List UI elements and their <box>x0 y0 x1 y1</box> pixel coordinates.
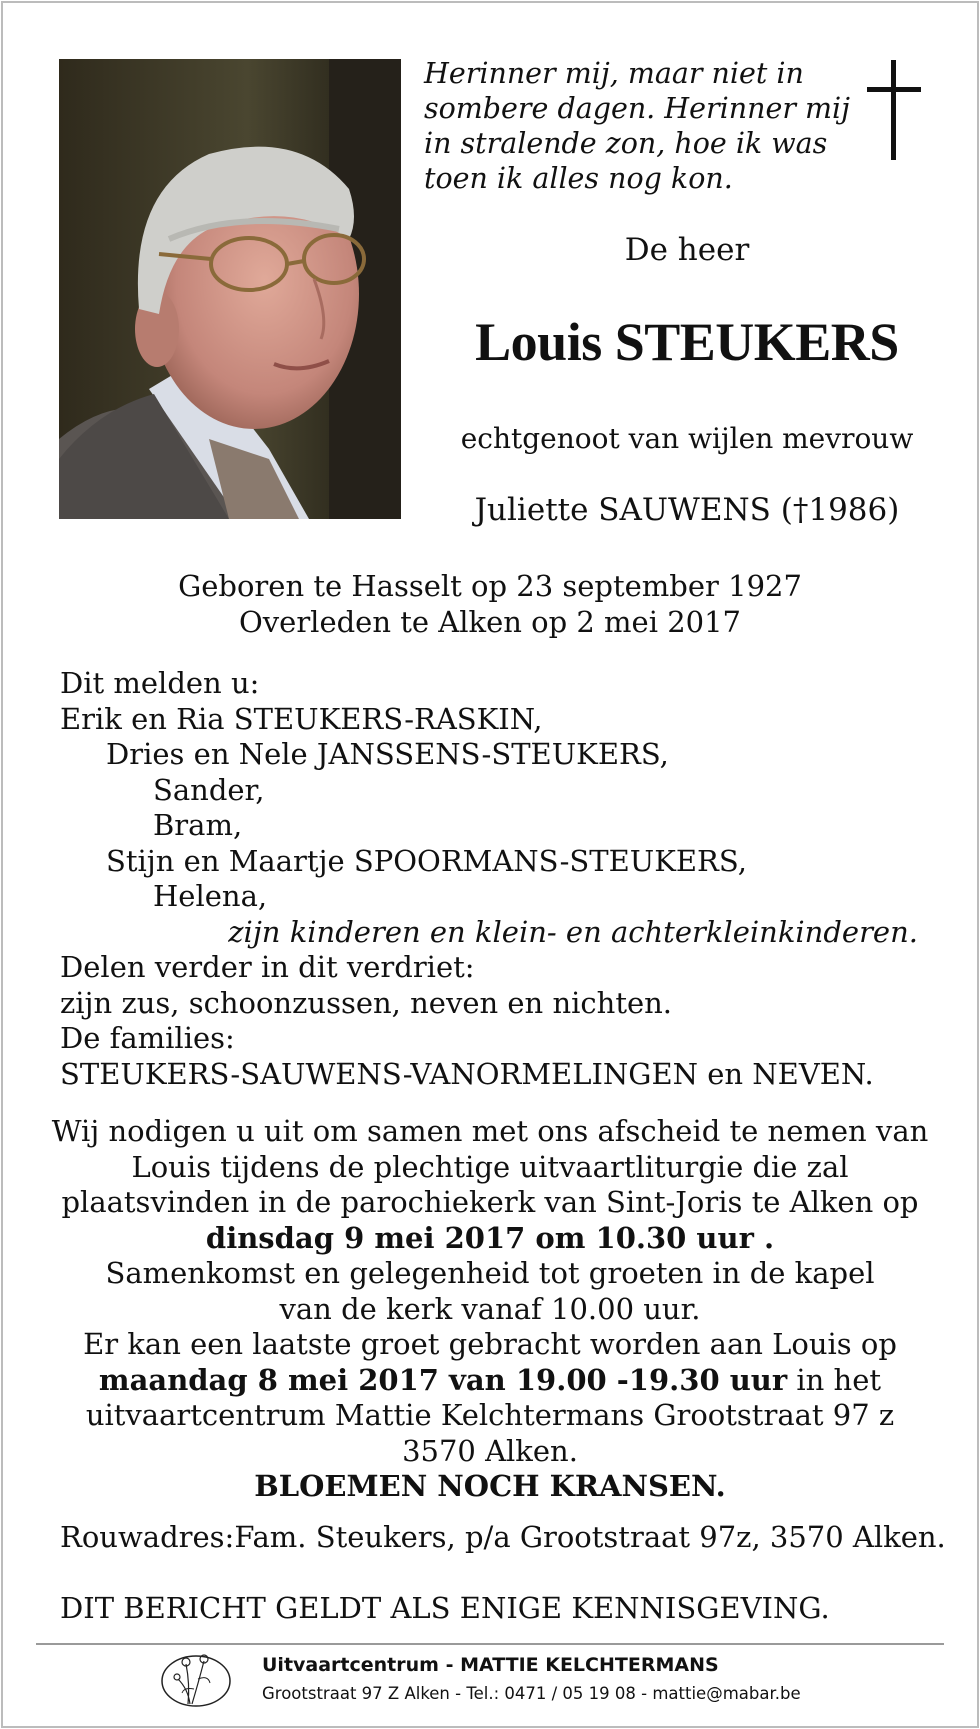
footer-contact: Grootstraat 97 Z Alken - Tel.: 0471 / 05 19 08 - mattie@mabar.be <box>262 1684 801 1703</box>
family-member: Dries en Nele JANSSENS-STEUKERS, <box>106 737 669 771</box>
funeral-date <box>0 1221 980 1257</box>
footer-divider <box>36 1643 944 1645</box>
invite-line: Wij nodigen u uit om samen met ons afscheid te nemen van <box>51 1114 929 1148</box>
spouse-label: echtgenoot van wijlen mevrouw <box>460 422 914 455</box>
families: STEUKERS-SAUWENS-VANORMELINGEN en NEVEN. <box>60 1056 874 1091</box>
notice: DIT BERICHT GELDT ALS ENIGE KENNISGEVING. <box>60 1591 830 1625</box>
poem-line: in stralende zon, hoe ik was <box>424 127 828 160</box>
footer-company: Uitvaartcentrum - MATTIE KELCHTERMANS <box>262 1654 719 1676</box>
visit-line: 3570 Alken. <box>402 1433 578 1468</box>
mourning-address: Rouwadres:Fam. Steukers, p/a Grootstraat 97z, 3570 Alken. <box>60 1520 946 1554</box>
family-member: Stijn en Maartje SPOORMANS-STEUKERS, <box>106 843 747 878</box>
flowers-text: BLOEMEN NOCH KRANSEN. <box>254 1469 726 1503</box>
poem-line: toen ik alles nog kon. <box>424 162 733 195</box>
invite-line: plaatsvinden in de parochiekerk van Sint-Joris te Alken op <box>61 1185 919 1219</box>
gathering-line: Samenkomst en gelegenheid tot groeten in de kapel <box>105 1256 875 1290</box>
visit-suffix: in het <box>787 1362 882 1397</box>
announce-intro: Dit melden u: <box>60 666 260 700</box>
poem <box>424 56 850 196</box>
family-member: Helena, <box>153 879 268 913</box>
families-label: De families: <box>60 1021 235 1055</box>
flower-logo-icon <box>158 1649 238 1709</box>
poem-line: sombere dagen. Herinner mij <box>424 92 850 125</box>
deceased-name: Louis STEUKERS <box>475 312 899 372</box>
visit-line: Er kan een laatste groet gebracht worden aan Louis op <box>83 1327 897 1361</box>
flowers-note <box>0 1469 980 1505</box>
spouse-name: Juliette SAUWENS (†1986) <box>474 492 900 528</box>
relatives: zijn zus, schoonzussen, neven en nichten. <box>60 985 673 1020</box>
children-note: zijn kinderen en klein- en achterkleinkinderen. <box>228 914 918 949</box>
visit-date: maandag 8 mei 2017 van 19.00 -19.30 uur <box>98 1362 788 1397</box>
family-member: Sander, <box>153 772 265 807</box>
cross-icon <box>864 60 924 160</box>
portrait-photo <box>59 59 401 519</box>
announcement-list <box>60 666 918 1092</box>
death-line: Overleden te Alken op 2 mei 2017 <box>239 605 741 639</box>
share-intro: Delen verder in dit verdriet: <box>60 950 475 984</box>
invite-line: Louis tijdens de plechtige uitvaartliturgie die zal <box>131 1149 849 1184</box>
poem-line: Herinner mij, maar niet in <box>424 57 804 90</box>
birth-death-block <box>0 568 980 640</box>
family-member: Bram, <box>153 808 243 842</box>
visit-line: uitvaartcentrum Mattie Kelchtermans Grootstraat 97 z <box>85 1398 895 1432</box>
family-member: Erik en Ria STEUKERS-RASKIN, <box>60 701 543 736</box>
honorific: De heer <box>624 232 750 268</box>
visit-date-line <box>0 1363 980 1399</box>
invitation-block <box>0 1114 980 1505</box>
gathering-line: van de kerk vanaf 10.00 uur. <box>279 1291 701 1326</box>
funeral-date-text: dinsdag 9 mei 2017 om 10.30 uur . <box>205 1220 775 1255</box>
birth-line: Geboren te Hasselt op 23 september 1927 <box>178 569 802 603</box>
